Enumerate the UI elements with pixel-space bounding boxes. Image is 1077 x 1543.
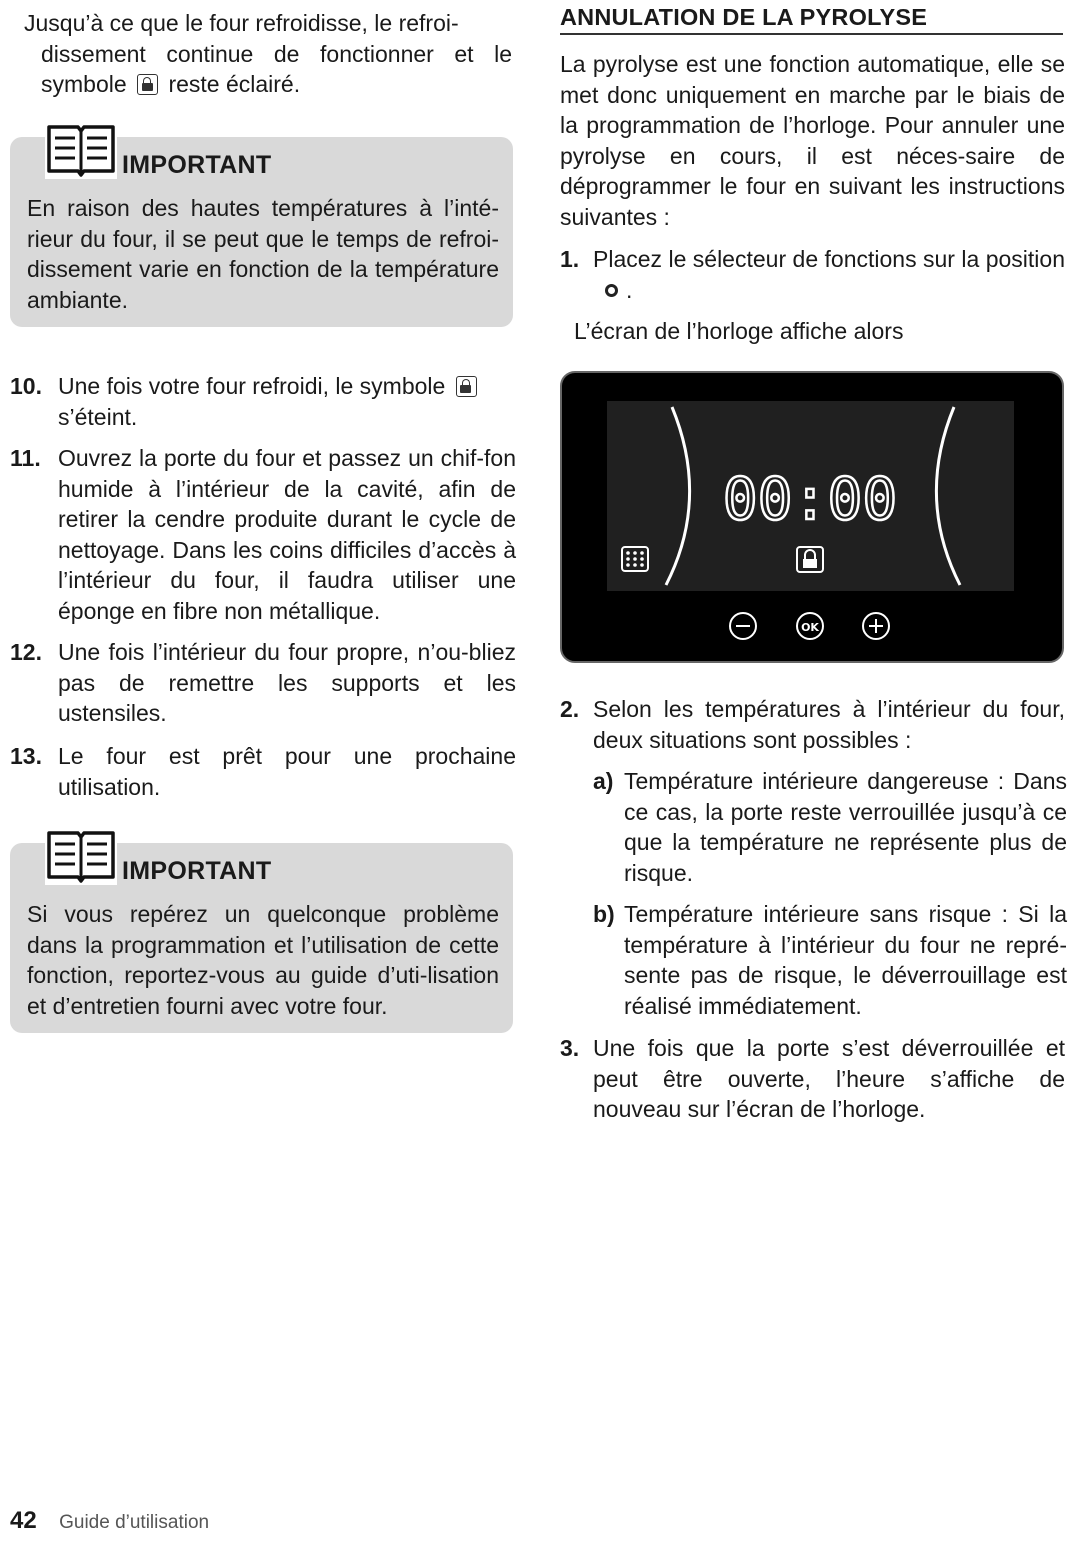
sub-item-b — [593, 899, 1067, 1021]
section-intro: La pyrolyse est une fonction automatique, elle se met donc uniquement en marche par le biais de la programmation de l’horloge. Pour annuler une pyrolyse en cours, il est néces-saire de déprogrammer le four en suivant les instructions suivantes : — [560, 51, 1065, 230]
item-text: Le four est prêt pour une prochaine utilisation. — [58, 743, 516, 800]
sub-item-a — [593, 766, 1067, 888]
item-number: 10. — [10, 373, 42, 399]
list-item-10 — [10, 371, 516, 432]
intro-paragraph — [24, 8, 512, 100]
step-2 — [560, 694, 1065, 755]
intro-rest-before: dissement continue de fonctionner et le symbole — [41, 40, 512, 97]
item-number: 11. — [10, 445, 41, 471]
item-text: Ouvrez la porte du four et passez un chif-fon humide à l’intérieur de la cavité, afin de retirer la cendre produite durant le cycle de nettoyage. Dans les coins difficiles d’accès à l’intérieur du four, il faudra utiliser une éponge en fibre non métallique. — [58, 445, 516, 624]
important-box-1 — [10, 137, 513, 327]
sub-item-text: Température intérieure dangereuse : Dans ce cas, la porte reste verrouillée jusqu’à ce que la température ne représente plus de risque. — [624, 768, 1067, 886]
list-item-13 — [10, 741, 516, 802]
page-number: 42 — [10, 1507, 37, 1534]
page-footer — [10, 1507, 209, 1535]
step-text-after: . — [626, 276, 633, 303]
list-item-11 — [10, 443, 516, 626]
step-text — [593, 244, 1065, 305]
item-text-after: s’éteint. — [58, 403, 138, 430]
guide-label: Guide d’utilisation — [59, 1512, 210, 1533]
step-3 — [560, 1033, 1065, 1125]
important-box-2 — [10, 843, 513, 1033]
item-number: 12. — [10, 639, 42, 665]
item-number: 13. — [10, 743, 42, 769]
list-item-12 — [10, 637, 516, 729]
intro-rest-after: reste éclairé. — [168, 71, 301, 97]
clock-note: L’écran de l’horloge affiche alors — [574, 318, 904, 344]
intro-line1: Jusqu’à ce que le four refroidisse, le refroi- — [24, 10, 459, 36]
important-text: En raison des hautes températures à l’inté-rieur du four, il se peut que le temps de refroi-dissement varie en fonction de la température ambiante. — [27, 195, 499, 313]
important-header — [27, 843, 499, 899]
step-number: 2. — [560, 696, 580, 722]
lock-icon — [137, 74, 158, 95]
circle-position-icon — [605, 284, 618, 297]
step-number: 1. — [560, 246, 580, 272]
book-icon — [45, 123, 117, 179]
step-text: Selon les températures à l’intérieur du four, deux situations sont possibles : — [593, 696, 1065, 753]
ok-label: OK — [801, 621, 819, 634]
item-text-before: Une fois votre four refroidi, le symbole — [58, 373, 446, 399]
lock-icon — [456, 376, 477, 397]
step-text-before: Placez le sélecteur de fonctions sur la position — [593, 246, 1065, 272]
sub-item-label: a) — [593, 768, 614, 794]
book-icon — [45, 829, 117, 885]
item-text: Une fois l’intérieur du four propre, n’ou-bliez pas de remettre les supports et les ustensiles. — [58, 639, 516, 726]
sub-item-text: Température intérieure sans risque : Si la température à l’intérieur du four ne repré-sente pas de risque, le déverrouillage est réalisé immédiatement. — [624, 901, 1067, 1019]
intro-rest — [24, 39, 512, 100]
important-title: IMPORTANT — [122, 857, 272, 885]
sub-item-label: b) — [593, 901, 615, 927]
step-text: Une fois que la porte s’est déverrouillée et peut être ouverte, l’heure s’affiche de nouveau sur l’écran de l’horloge. — [593, 1035, 1065, 1122]
step-1 — [560, 244, 1065, 305]
step-number: 3. — [560, 1035, 580, 1061]
item-text — [58, 371, 516, 432]
important-title: IMPORTANT — [122, 151, 272, 179]
important-header — [27, 137, 499, 193]
clock-display-panel — [560, 371, 1064, 663]
clock-time: 00:00 — [722, 465, 898, 533]
section-title: ANNULATION DE LA PYROLYSE — [560, 4, 1063, 35]
important-text: Si vous repérez un quelconque problème dans la programmation et l’utilisation de cette fonction, reportez-vous au guide d’uti-lisation et d’entretien fourni avec votre four. — [27, 901, 499, 1019]
